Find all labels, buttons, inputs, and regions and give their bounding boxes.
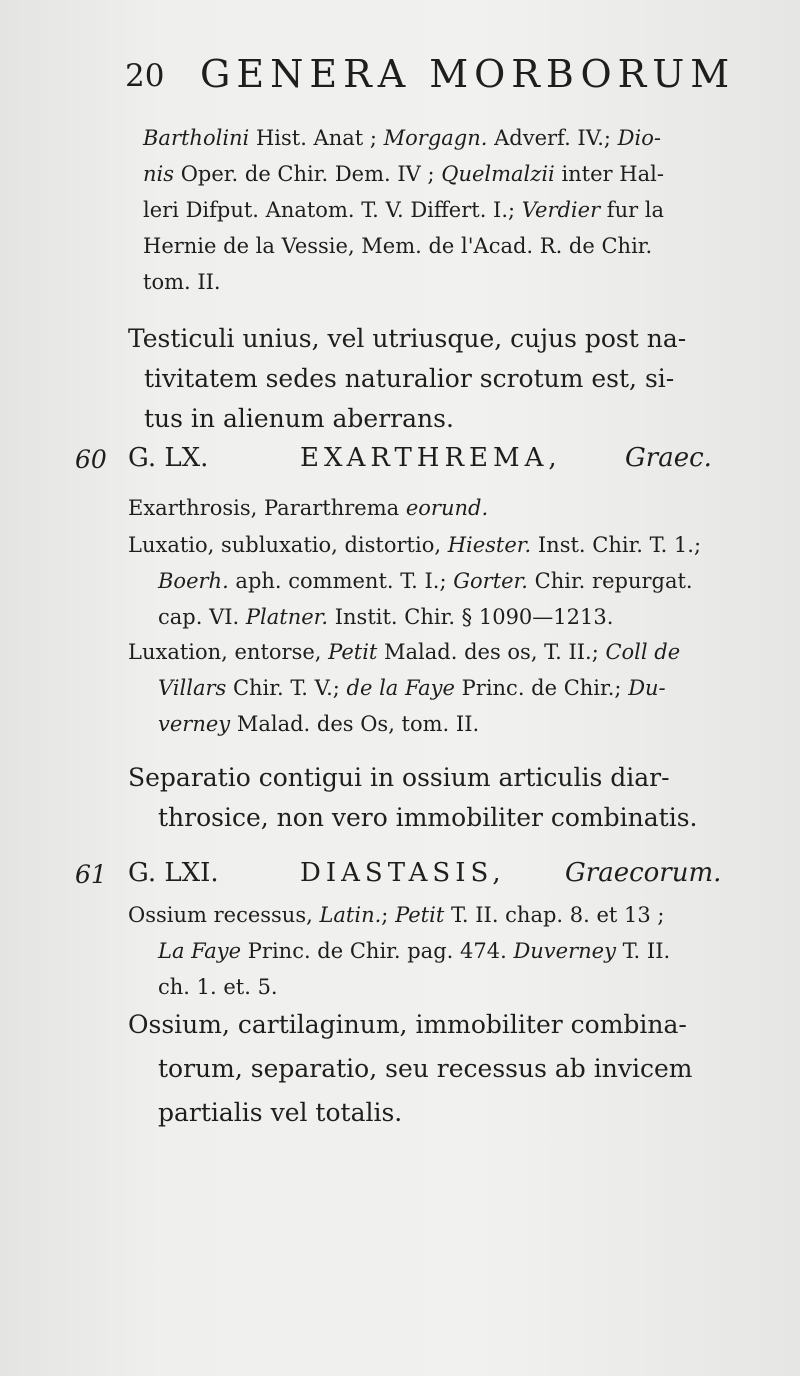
genus-origin: Graecorum.: [565, 858, 722, 888]
genus-label: G. LXI.: [128, 858, 219, 888]
page-number: 20: [125, 58, 165, 94]
ref-text: aph. comment. T. I.;: [228, 569, 454, 593]
definition-line: tivitatem sedes naturalior scrotum est, si-: [144, 364, 675, 393]
ref-text: Chir. repurgat.: [527, 569, 693, 593]
ref-text: cap. VI.: [158, 605, 246, 629]
ref-text: Hiester.: [447, 533, 532, 557]
ref-text: Malad. des Os, tom. II.: [230, 712, 480, 736]
ref-text: verney: [158, 712, 231, 736]
definition-line: Separatio contigui in ossium articulis diar-: [128, 763, 670, 792]
ref-text: de la Faye: [346, 676, 455, 700]
ref-text: Princ. de Chir. pag. 474.: [241, 939, 514, 963]
ref-text: Inst. Chir. T. 1.;: [531, 533, 702, 557]
definition-line: Ossium, cartilaginum, immobiliter combina-: [128, 1010, 687, 1039]
ref-text: fur la: [600, 198, 665, 222]
ref-text: tom. II.: [143, 270, 221, 294]
ref-text: Ossium recessus,: [128, 903, 320, 927]
genus-name: EXARTHREMA,: [300, 443, 562, 473]
ref-text: Verdier: [521, 198, 601, 222]
genus-heading-60: [128, 445, 728, 477]
ref-text: Duverney: [513, 939, 616, 963]
ref-text: Latin.: [319, 903, 382, 927]
ref-text: ;: [381, 903, 396, 927]
ref-text: Bartholini: [143, 126, 250, 150]
ref-text: Princ. de Chir.;: [454, 676, 629, 700]
ref-text: Dio-: [617, 126, 661, 150]
ref-text: Petit: [395, 903, 445, 927]
ref-text: Du-: [628, 676, 666, 700]
ref-text: Luxatio, subluxatio, distortio,: [128, 533, 448, 557]
running-title: GENERA MORBORUM: [200, 52, 736, 96]
ref-text: Quelmalzii: [441, 162, 555, 186]
ref-text: Boerh.: [158, 569, 229, 593]
ref-text: inter Hal-: [554, 162, 664, 186]
margin-number-61: 61: [75, 860, 107, 889]
ref-text: Adverf. IV.;: [487, 126, 618, 150]
ref-text: Oper. de Chir. Dem. IV ;: [174, 162, 442, 186]
genus-label: G. LX.: [128, 443, 209, 473]
ref-text: Instit. Chir. § 1090—1213.: [328, 605, 614, 629]
margin-number-60: 60: [75, 445, 107, 474]
ref-text: Luxation, entorse,: [128, 640, 329, 664]
synonym-text: eorund.: [405, 496, 489, 520]
definition-line: tus in alienum aberrans.: [144, 404, 454, 433]
ref-text: Malad. des os, T. II.;: [377, 640, 606, 664]
ref-text: T. II. chap. 8. et 13 ;: [444, 903, 665, 927]
ref-text: Coll de: [605, 640, 681, 664]
ref-text: Chir. T. V.;: [226, 676, 347, 700]
genus-heading-61: [128, 860, 728, 892]
genus-name: DIASTASIS,: [300, 858, 506, 888]
definition-line: throsice, non vero immobiliter combinatis.: [158, 803, 698, 832]
ref-text: Platner.: [245, 605, 329, 629]
ref-text: T. II.: [615, 939, 671, 963]
page-header: [125, 52, 736, 102]
ref-text: ch. 1. et. 5.: [158, 975, 278, 999]
definition-line: Testiculi unius, vel utriusque, cujus post na-: [128, 324, 687, 353]
definition-line: torum, separatio, seu recessus ab invicem: [158, 1054, 693, 1083]
definition-line: partialis vel totalis.: [158, 1098, 403, 1127]
ref-text: La Faye: [158, 939, 242, 963]
ref-text: Petit: [328, 640, 378, 664]
ref-text: Villars: [158, 676, 227, 700]
ref-text: Hernie de la Vessie, Mem. de l'Acad. R. de Chir.: [143, 234, 653, 258]
ref-text: Hist. Anat ;: [249, 126, 384, 150]
ref-text: Gorter.: [453, 569, 528, 593]
ref-text: leri Difput. Anatom. T. V. Differt. I.;: [143, 198, 522, 222]
ref-text: nis: [143, 162, 175, 186]
ref-text: Morgagn.: [383, 126, 488, 150]
genus-origin: Graec.: [625, 443, 712, 473]
synonym-text: Exarthrosis, Pararthrema: [128, 496, 406, 520]
